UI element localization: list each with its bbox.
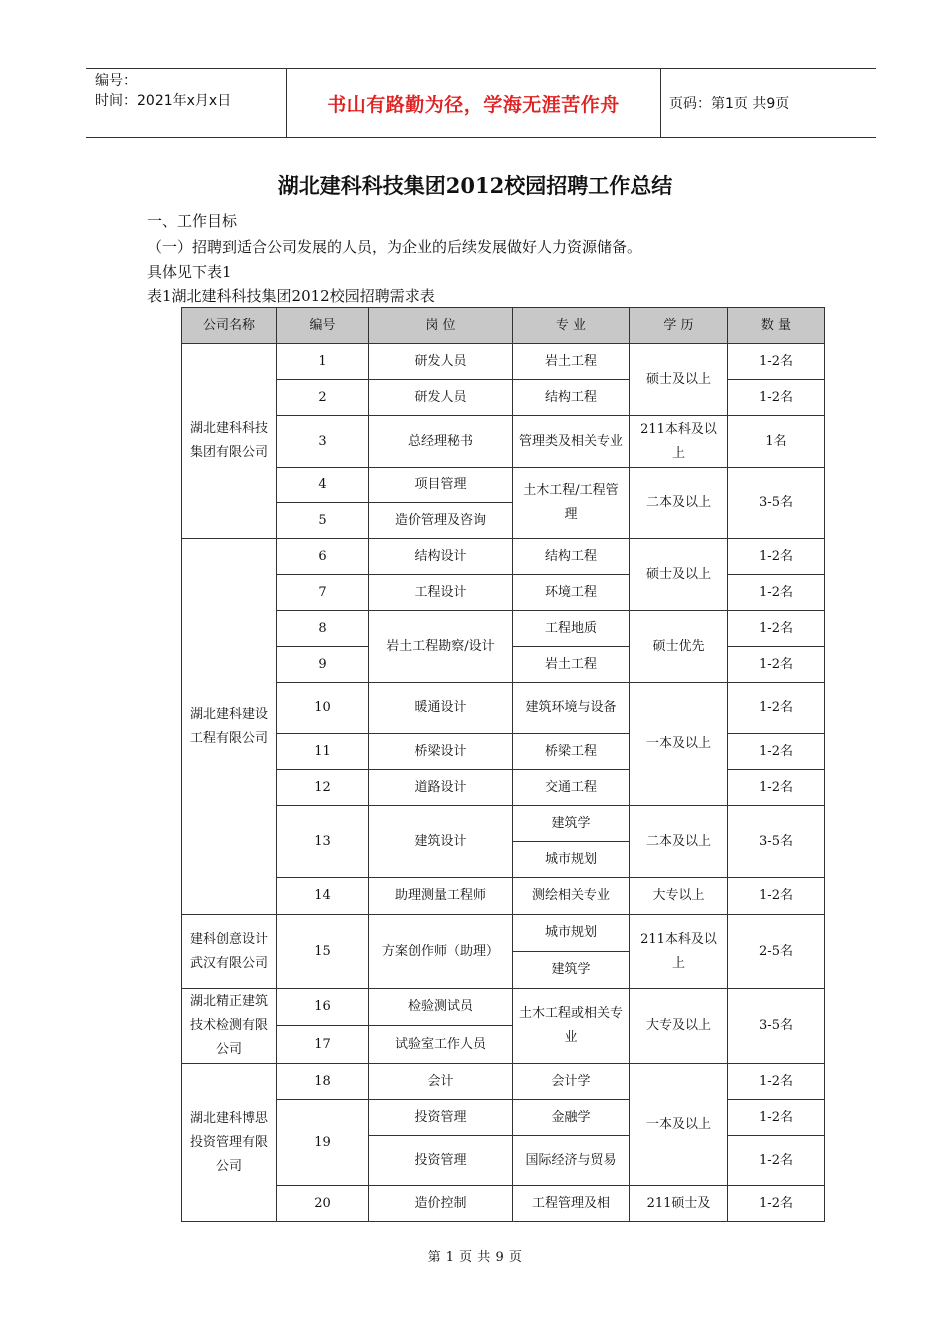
- header-major: 专 业: [513, 308, 630, 344]
- quantity-cell: 1-2名: [728, 1100, 825, 1136]
- major-cell: 岩土工程: [513, 344, 630, 380]
- position-cell: 会计: [369, 1064, 513, 1100]
- table-row: [182, 989, 825, 1026]
- major-cell: 建筑学: [513, 806, 630, 842]
- table-row: [182, 468, 825, 503]
- major-cell: 测绘相关专业: [513, 878, 630, 915]
- number-cell: 7: [277, 575, 369, 611]
- quantity-cell: 1-2名: [728, 575, 825, 611]
- position-cell: 造价管理及咨询: [369, 503, 513, 539]
- education-cell: 二本及以上: [630, 806, 728, 878]
- major-cell: 岩土工程: [513, 647, 630, 683]
- table-row: [182, 1064, 825, 1100]
- header-quantity: 数 量: [728, 308, 825, 344]
- header-education: 学 历: [630, 308, 728, 344]
- position-cell: 总经理秘书: [369, 416, 513, 468]
- table-caption: 表1湖北建科科技集团2012校园招聘需求表: [147, 287, 435, 305]
- header-position: 岗 位: [369, 308, 513, 344]
- number-cell: 15: [277, 915, 369, 989]
- major-cell: 会计学: [513, 1064, 630, 1100]
- table-row: [182, 1186, 825, 1222]
- table-row: [182, 806, 825, 842]
- table-row: [182, 878, 825, 915]
- company-cell: 湖北建科科技集团有限公司: [182, 344, 277, 539]
- table-row: [182, 1100, 825, 1136]
- position-cell: 投资管理: [369, 1136, 513, 1186]
- quantity-cell: 1-2名: [728, 647, 825, 683]
- position-cell: 方案创作师（助理）: [369, 915, 513, 989]
- number-cell: 17: [277, 1026, 369, 1064]
- education-cell: 211本科及以上: [630, 915, 728, 989]
- quantity-cell: 1-2名: [728, 344, 825, 380]
- education-cell: 211硕士及: [630, 1186, 728, 1222]
- position-cell: 工程设计: [369, 575, 513, 611]
- position-cell: 助理测量工程师: [369, 878, 513, 915]
- number-cell: 4: [277, 468, 369, 503]
- recruitment-table: [181, 307, 825, 1222]
- table-row: [182, 416, 825, 468]
- major-cell: 结构工程: [513, 539, 630, 575]
- major-cell: 结构工程: [513, 380, 630, 416]
- position-cell: 桥梁设计: [369, 734, 513, 770]
- number-cell: 2: [277, 380, 369, 416]
- position-cell: 暖通设计: [369, 683, 513, 734]
- major-cell: 国际经济与贸易: [513, 1136, 630, 1186]
- number-cell: 11: [277, 734, 369, 770]
- table-row: [182, 575, 825, 611]
- number-cell: 3: [277, 416, 369, 468]
- goal-paragraph: （一）招聘到适合公司发展的人员，为企业的后续发展做好人力资源储备。: [147, 238, 643, 256]
- education-cell: 211本科及以上: [630, 416, 728, 468]
- education-cell: 硕士及以上: [630, 344, 728, 416]
- education-cell: 一本及以上: [630, 1064, 728, 1186]
- table-row: [182, 344, 825, 380]
- company-cell: 湖北精正建筑技术检测有限公司: [182, 989, 277, 1064]
- position-cell: 造价控制: [369, 1186, 513, 1222]
- major-cell: 土木工程或相关专业: [513, 989, 630, 1064]
- quantity-cell: 1-2名: [728, 1064, 825, 1100]
- page-footer: 第 1 页 共 9 页: [427, 1250, 523, 1265]
- table-row: [182, 380, 825, 416]
- quantity-cell: 2-5名: [728, 915, 825, 989]
- major-cell: 桥梁工程: [513, 734, 630, 770]
- number-cell: 12: [277, 770, 369, 806]
- education-cell: 二本及以上: [630, 468, 728, 539]
- major-cell: 工程管理及相: [513, 1186, 630, 1222]
- header-page-label: 页码：第1页 共9页: [669, 96, 790, 112]
- major-cell: 管理类及相关专业: [513, 416, 630, 468]
- position-cell: 建筑设计: [369, 806, 513, 878]
- number-cell: 6: [277, 539, 369, 575]
- document-title: 湖北建科科技集团2012校园招聘工作总结: [277, 173, 673, 198]
- major-cell: 建筑学: [513, 952, 630, 989]
- position-cell: 道路设计: [369, 770, 513, 806]
- position-cell: 项目管理: [369, 468, 513, 503]
- education-cell: 一本及以上: [630, 683, 728, 806]
- quantity-cell: 3-5名: [728, 468, 825, 539]
- education-cell: 硕士优先: [630, 611, 728, 683]
- position-cell: 结构设计: [369, 539, 513, 575]
- table-row: [182, 734, 825, 770]
- quantity-cell: 1-2名: [728, 1136, 825, 1186]
- see-table-text: 具体见下表1: [147, 263, 232, 281]
- major-cell: 金融学: [513, 1100, 630, 1136]
- time-label: 时间：2021年x月x日: [95, 93, 232, 109]
- major-cell: 工程地质: [513, 611, 630, 647]
- major-cell: 土木工程/工程管理: [513, 468, 630, 539]
- quantity-cell: 1-2名: [728, 1186, 825, 1222]
- major-cell: 交通工程: [513, 770, 630, 806]
- header-company: 公司名称: [182, 308, 277, 344]
- education-cell: 硕士及以上: [630, 539, 728, 611]
- position-cell: 研发人员: [369, 344, 513, 380]
- number-cell: 19: [277, 1100, 369, 1186]
- header-number: 编号: [277, 308, 369, 344]
- quantity-cell: 1-2名: [728, 734, 825, 770]
- quantity-cell: 3-5名: [728, 989, 825, 1064]
- quantity-cell: 1-2名: [728, 683, 825, 734]
- number-cell: 5: [277, 503, 369, 539]
- number-cell: 1: [277, 344, 369, 380]
- quantity-cell: 1-2名: [728, 380, 825, 416]
- table-row: [182, 770, 825, 806]
- company-cell: 湖北建科建设工程有限公司: [182, 539, 277, 915]
- quantity-cell: 1名: [728, 416, 825, 468]
- section-heading: 一、工作目标: [147, 212, 238, 230]
- number-cell: 18: [277, 1064, 369, 1100]
- table-row: [182, 539, 825, 575]
- education-cell: 大专以上: [630, 878, 728, 915]
- position-cell: 研发人员: [369, 380, 513, 416]
- number-cell: 16: [277, 989, 369, 1026]
- number-cell: 13: [277, 806, 369, 878]
- number-cell: 20: [277, 1186, 369, 1222]
- position-cell: 试验室工作人员: [369, 1026, 513, 1064]
- major-cell: 建筑环境与设备: [513, 683, 630, 734]
- quantity-cell: 1-2名: [728, 539, 825, 575]
- position-cell: 检验测试员: [369, 989, 513, 1026]
- education-cell: 大专及以上: [630, 989, 728, 1064]
- quantity-cell: 1-2名: [728, 770, 825, 806]
- major-cell: 环境工程: [513, 575, 630, 611]
- header-meta: [86, 69, 287, 137]
- company-cell: 湖北建科博思投资管理有限公司: [182, 1064, 277, 1222]
- table-row: [182, 683, 825, 734]
- number-cell: 10: [277, 683, 369, 734]
- number-cell: 8: [277, 611, 369, 647]
- major-cell: 城市规划: [513, 915, 630, 952]
- quantity-cell: 1-2名: [728, 611, 825, 647]
- table-row: [182, 611, 825, 647]
- company-cell: 建科创意设计武汉有限公司: [182, 915, 277, 989]
- table-header-row: [182, 308, 825, 344]
- header-motto: 书山有路勤为径，学海无涯苦作舟: [287, 69, 661, 137]
- number-cell: 9: [277, 647, 369, 683]
- position-cell: 岩土工程勘察/设计: [369, 611, 513, 683]
- position-cell: 投资管理: [369, 1100, 513, 1136]
- number-cell: 14: [277, 878, 369, 915]
- code-label: 编号：: [95, 73, 137, 89]
- quantity-cell: 3-5名: [728, 806, 825, 878]
- major-cell: 城市规划: [513, 842, 630, 878]
- quantity-cell: 1-2名: [728, 878, 825, 915]
- table-row: [182, 915, 825, 952]
- page-header: [86, 68, 876, 138]
